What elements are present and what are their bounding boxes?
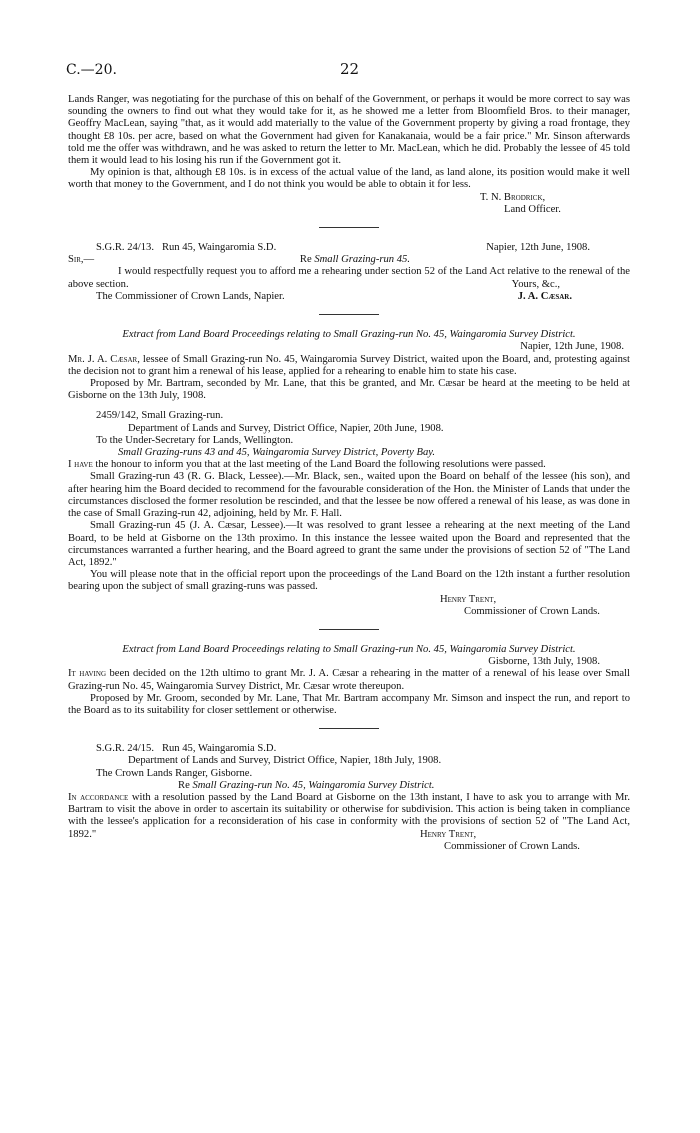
section-divider <box>319 728 379 729</box>
letter-closing: Yours, &c., <box>511 278 560 290</box>
signature-name: T. N. Brodrick, <box>480 191 546 203</box>
letter2-dept: Department of Lands and Survey, District Office, Napier, 20th June, 1908. <box>128 422 444 434</box>
letter1-body: I would respectfully request you to afford me a rehearing under section 52 of the Land Act relative to the renewal of the above section. <box>68 266 630 290</box>
letter-subject: Small Grazing-run No. 45, Waingaromia Survey District. <box>192 779 435 791</box>
extract1-paragraph-2: Proposed by Mr. Bartram, seconded by Mr. Lane, that this be granted, and Mr. Cæsar be heard at the meeting to be held at Gisborne on the 13th July, 1908. <box>68 378 630 402</box>
salutation: Sir,— <box>68 254 95 266</box>
lead-text: I have <box>68 459 93 471</box>
extract-heading: Extract from Land Board Proceedings relating to Small Grazing-run No. 45, Waingaromia Survey District. <box>122 643 576 655</box>
document-body <box>68 94 630 853</box>
extract-heading: Extract from Land Board Proceedings relating to Small Grazing-run No. 45, Waingaromia Survey District. <box>122 329 576 341</box>
page-number: 22 <box>340 60 360 78</box>
letter2-to: To the Under-Secretary for Lands, Wellington. <box>96 434 294 446</box>
signer: J. A. Cæsar. <box>517 291 572 303</box>
letter-run: Run 45, Waingaromia S.D. <box>161 743 277 755</box>
signature-title: Commissioner of Crown Lands. <box>444 840 580 852</box>
extract2-paragraph-1: It having been decided on the 12th ultimo to grant Mr. J. A. Cæsar a rehearing in the matter of a renewal of his lease over Small Grazing-run No. 45, Waingaromia Survey District, Mr. Cæsar wrote thereupon. <box>68 668 630 692</box>
letter2-signature <box>68 594 630 618</box>
letter1-footer <box>68 291 630 303</box>
intro-paragraph-2: My opinion is that, although £8 10s. is in excess of the actual value of the land, as land alone, its position would make it well worth that money to the Government, and I do not think you would be able to obtain it for less. <box>68 167 630 191</box>
document-code: C.—20. <box>66 62 117 78</box>
letter1-salutation-row <box>68 254 630 266</box>
letter3-dept: Department of Lands and Survey, District Office, Napier, 18th July, 1908. <box>128 755 442 767</box>
letter3-paragraph-1: In accordance with a resolution passed by the Land Board at Gisborne on the 13th instant, I have to ask you to arrange with Mr. Bartram to visit the above in order to ascertain its suitability or otherwise for subdivision. This action is being taken in compliance with the lessee's application for a reconsideration of his case in conformity with the provisions of section 52 of "The Land Act, 1892." <box>68 791 630 840</box>
lead-text: Mr. J. A. Cæsar, <box>68 353 140 365</box>
signature-title: Land Officer. <box>504 203 561 215</box>
letter2-paragraph-4: You will please note that in the official report upon the proceedings of the Land Board on the 12th instant a further resolution bearing upon the subject of small grazing-runs was passed. <box>68 569 630 593</box>
addressee: The Commissioner of Crown Lands, Napier. <box>96 291 285 303</box>
section-divider <box>319 629 379 630</box>
letter2-paragraph-1: I have the honour to inform you that at the last meeting of the Land Board the following resolutions were passed. <box>68 459 546 471</box>
letter2-paragraph-3: Small Grazing-run 45 (J. A. Cæsar, Lessee).—It was resolved to grant lessee a rehearing at the next meeting of the Land Board, to be held at Gisborne on the 13th proximo. In this instance the lessee waited upon the Board and represented that the circumstances warranted a further hearing, and the Board agreed to grant the same under the provisions of section 52 of "The Land Act, 1892." <box>68 520 630 568</box>
extract1-paragraph-1: Mr. J. A. Cæsar, lessee of Small Grazing-run No. 45, Waingaromia Survey District, waited upon the Board, and, protesting against the decision not to grant him a renewal of his lease, applied for a rehearing to enable him to state his case. <box>68 353 630 377</box>
lead-text: It having <box>68 668 106 680</box>
intro-signature <box>68 192 630 216</box>
letter-ref: S.G.R. 24/15. <box>96 743 154 755</box>
signature-title: Commissioner of Crown Lands. <box>464 605 600 617</box>
letter-ref: S.G.R. 24/13. <box>96 242 154 254</box>
subject-prefix: Re <box>178 779 190 791</box>
signature-name: Henry Trent, <box>440 593 497 605</box>
subject-prefix: Re <box>299 254 312 266</box>
letter2-ref: 2459/142, Small Grazing-run. <box>96 410 224 422</box>
letter3-subject-row <box>68 780 630 792</box>
letter1-header <box>68 242 630 254</box>
section-divider <box>319 227 379 228</box>
letter-subject: Small Grazing-run 45. <box>314 254 410 266</box>
extract-date: Napier, 12th June, 1908. <box>520 341 624 353</box>
letter-run: Run 45, Waingaromia S.D. <box>161 242 277 254</box>
letter2-paragraph-2: Small Grazing-run 43 (R. G. Black, Lessee).—Mr. Black, sen., waited upon the Board on behalf of the lessee (his son), and after hearing him the Board decided to recommend for the favourable consideration of the Hon. the Minister of Lands that under the circumstances disclosed the former resolution be rescinded, and that the lessee be now offered a renewal of his lease, as was done in the case of Small Grazing-run 42, adjoining, held by Mr. F. Hall. <box>68 471 630 520</box>
letter3-signature <box>68 829 630 853</box>
signature-name: Henry Trent, <box>420 828 477 840</box>
letter-date: Napier, 12th June, 1908. <box>486 242 590 254</box>
letter3-header <box>68 743 630 755</box>
intro-paragraph-1: Lands Ranger, was negotiating for the purchase of this on behalf of the Government, or perhaps it would be more correct to say was sounding the owners to find out what they would take for it, as he showed me a letter from Bloomfield Bros. to their manager, Geoffry MacLean, saying "that, as it would add materially to the value of the Government property by giving a road frontage, they thought £8 10s. per acre, based on what the Government had given for Kanakanaia, would be a fair price." Mr. Sinson afterwards told me the offer was withdrawn, and he was asked to return the letter to Mr. MacLean, which he did. Probably the lessee of 45 told them it would lead to his losing his run if the Government got it. <box>68 94 630 167</box>
section-divider <box>319 314 379 315</box>
lead-text: In accordance <box>68 791 129 803</box>
extract-date: Gisborne, 13th July, 1908. <box>488 656 600 668</box>
letter2-subject: Small Grazing-runs 43 and 45, Waingaromia Survey District, Poverty Bay. <box>118 447 436 459</box>
letter3-to: The Crown Lands Ranger, Gisborne. <box>96 767 253 779</box>
extract2-paragraph-2: Proposed by Mr. Groom, seconded by Mr. Lane, That Mr. Bartram accompany Mr. Simson and inspect the run, and report to the Board as to its suitability for closer settlement or otherwise. <box>68 692 630 716</box>
